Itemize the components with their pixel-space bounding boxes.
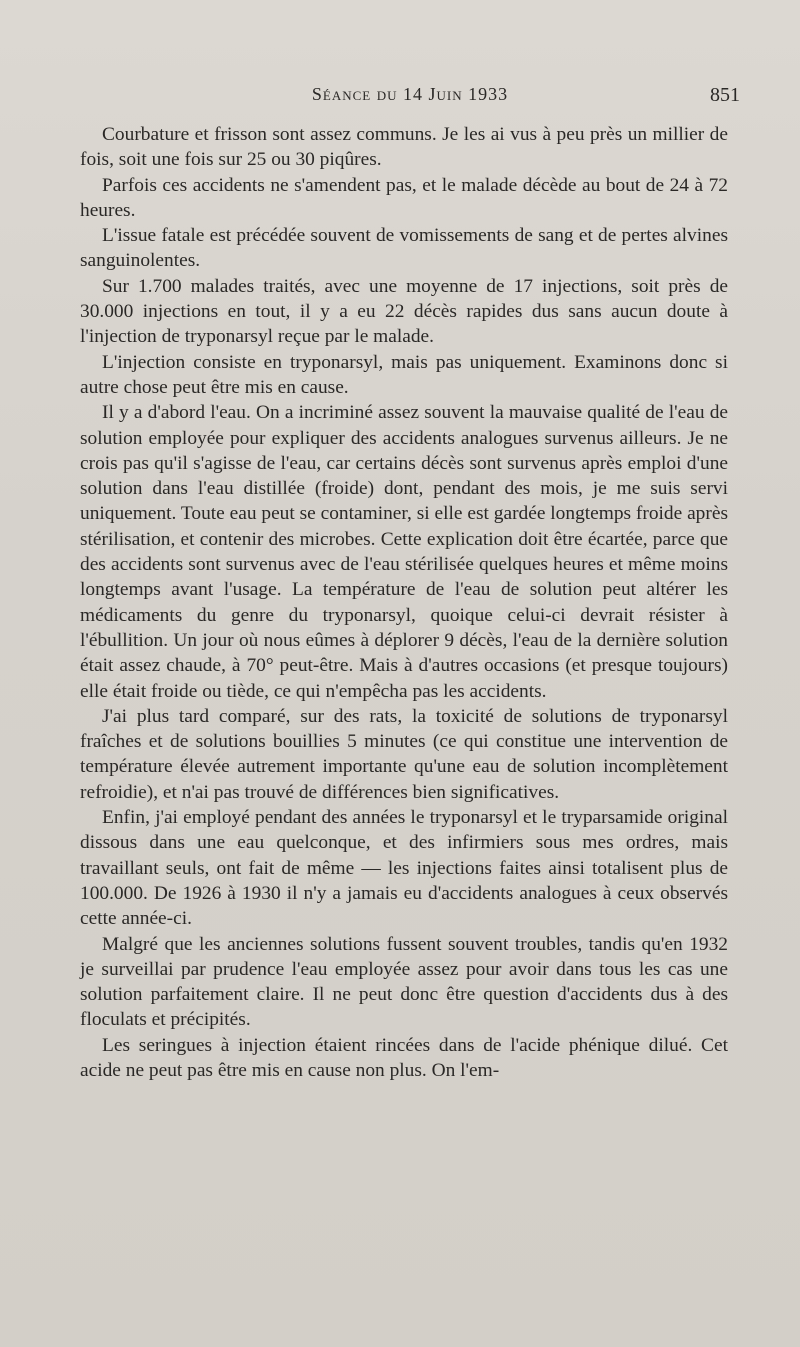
paragraph: Sur 1.700 malades traités, avec une moyenne de 17 injections, soit près de 30.000 injections en tout, il y a eu 22 décès rapides dus sans aucun doute à l'injection de tryponarsyl reçue par le malade. bbox=[80, 275, 728, 348]
body-text bbox=[80, 122, 728, 1083]
page-number: 851 bbox=[710, 84, 740, 106]
running-head: Séance du 14 Juin 1933 bbox=[311, 84, 509, 104]
paragraph: Parfois ces accidents ne s'amendent pas, et le malade décède au bout de 24 à 72 heures. bbox=[80, 174, 728, 221]
paragraph: Malgré que les anciennes solutions fussent souvent troubles, tandis qu'en 1932 je surveillai par prudence l'eau employée assez pour avoir dans tous les cas une solution parfaitement claire. Il ne peut donc être question d'accidents dus à des floculats et précipités. bbox=[80, 933, 728, 1031]
paragraph: L'injection consiste en tryponarsyl, mais pas uniquement. Examinons donc si autre chose peut être mis en cause. bbox=[80, 351, 728, 398]
paragraph: J'ai plus tard comparé, sur des rats, la toxicité de solutions de tryponarsyl fraîches et de solutions bouillies 5 minutes (ce qui constitue une intervention de température élevée autrement importante qu'une eau de solution incomplètement refroidie), et n'ai pas trouvé de différences bien significatives. bbox=[80, 705, 728, 803]
page-header bbox=[80, 82, 740, 112]
paragraph: Les seringues à injection étaient rincées dans de l'acide phénique dilué. Cet acide ne peut pas être mis en cause non plus. On l'em- bbox=[80, 1034, 728, 1081]
paragraph: Courbature et frisson sont assez communs. Je les ai vus à peu près un millier de fois, soit une fois sur 25 ou 30 piqûres. bbox=[80, 124, 728, 171]
paragraph: Il y a d'abord l'eau. On a incriminé assez souvent la mauvaise qualité de l'eau de solution employée pour expliquer des accidents analogues survenus ailleurs. Je ne crois pas qu'il s'agisse de l'eau, car certains décès sont survenus après emploi d'une solution dans l'eau distillée (froide) dont, pendant des mois, je me suis servi uniquement. Toute eau peut se contaminer, si elle est gardée longtemps froide après stérilisation, et contenir des microbes. Cette explication doit être écartée, parce que des accidents sont survenus avec de l'eau stérilisée quelques heures et même moins longtemps avant l'usage. La température de l'eau de solution peut altérer les médicaments du genre du tryponarsyl, quoique celui-ci devrait résister à l'ébullition. Un jour où nous eûmes à déplorer 9 décès, l'eau de la dernière solution était assez chaude, à 70° peut-être. Mais à d'autres occasions (et presque toujours) elle était froide ou tiède, ce qui n'empêcha pas les accidents. bbox=[80, 402, 728, 702]
paragraph: Enfin, j'ai employé pendant des années le tryponarsyl et le tryparsamide original dissous dans une eau quelconque, et des infirmiers sous mes ordres, mais travaillant seuls, ont fait de même — les injections faites ainsi totalisent plus de 100.000. De 1926 à 1930 il n'y a jamais eu d'accidents analogues à ceux observés cette année-ci. bbox=[80, 807, 728, 930]
paragraph: L'issue fatale est précédée souvent de vomissements de sang et de pertes alvines sanguinolentes. bbox=[80, 225, 728, 272]
